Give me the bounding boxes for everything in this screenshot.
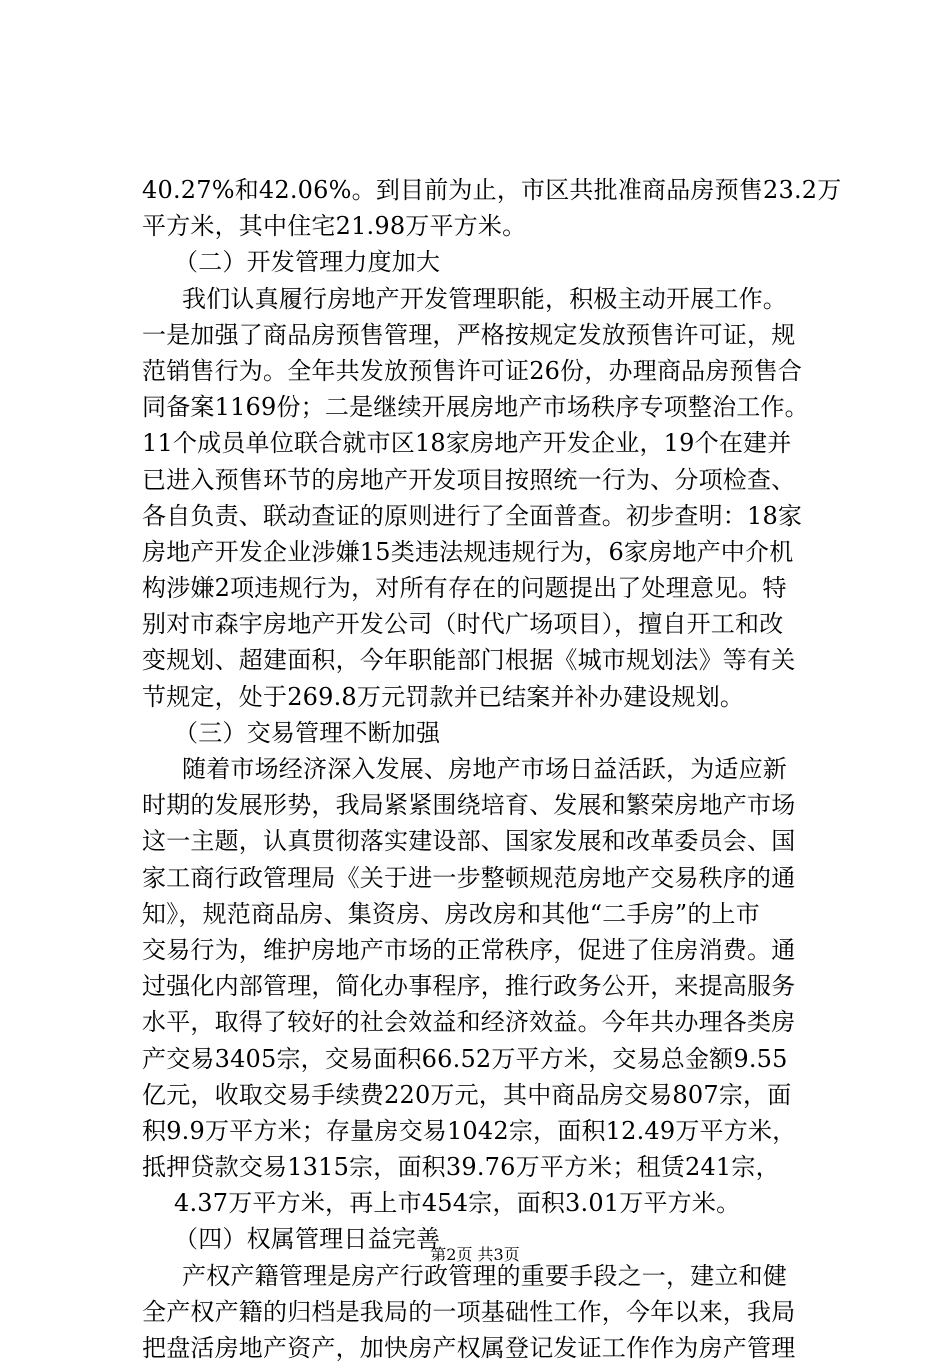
text-line: 产交易3405宗，交易面积66.52万平方米，交易总金额9.55 <box>142 1044 788 1073</box>
text-line: 知》，规范商品房、集资房、房改房和其他“二手房”的上市 <box>142 899 760 928</box>
text-line: 时期的发展形势，我局紧紧围绕培育、发展和繁荣房地产市场 <box>142 791 796 820</box>
body-text <box>142 172 842 1366</box>
text-line: 积9.9万平方米；存量房交易1042宗，面积12.49万平方米， <box>142 1116 797 1145</box>
text-line: 平方米，其中住宅21.98万平方米。 <box>142 212 527 241</box>
text-line: 产权产籍管理是房产行政管理的重要手段之一，建立和健 <box>182 1261 787 1290</box>
text-line: 过强化内部管理，简化办事程序，推行政务公开，来提高服务 <box>142 972 796 1001</box>
text-line: 家工商行政管理局《关于进一步整顿规范房地产交易秩序的通 <box>142 863 796 892</box>
text-line: 交易行为，维护房地产市场的正常秩序，促进了住房消费。通 <box>142 935 796 964</box>
text-line: 范销售行为。全年共发放预售许可证26份，办理商品房预售合 <box>142 356 803 385</box>
text-line: 已进入预售环节的房地产开发项目按照统一行为、分项检查、 <box>142 465 796 494</box>
text-line: 抵押贷款交易1315宗，面积39.76万平方米；租赁241宗， <box>142 1153 780 1182</box>
text-line: 同备案1169份；二是继续开展房地产市场秩序专项整治工作。 <box>142 393 809 422</box>
text-line: 水平，取得了较好的社会效益和经济效益。今年共办理各类房 <box>142 1008 796 1037</box>
text-line: 我们认真履行房地产开发管理职能，积极主动开展工作。 <box>182 284 787 313</box>
section-heading: （三）交易管理不断加强 <box>174 718 441 747</box>
text-line: 一是加强了商品房预售管理，严格按规定发放预售许可证，规 <box>142 320 796 349</box>
text-line: 节规定，处于269.8万元罚款并已结案并补办建设规划。 <box>142 682 745 711</box>
section-heading: （四）权属管理日益完善 <box>174 1225 441 1254</box>
text-line: 房地产开发企业涉嫌15类违法规违规行为，6家房地产中介机 <box>142 537 794 566</box>
text-line: 各自负责、联动查证的原则进行了全面普查。初步查明：18家 <box>142 501 803 530</box>
page-number-footer: 第2页 共3页 <box>430 1245 520 1264</box>
text-line: 构涉嫌2项违规行为，对所有存在的问题提出了处理意见。特 <box>142 574 787 603</box>
section-heading: （二）开发管理力度加大 <box>174 248 441 277</box>
text-line: 全产权产籍的归档是我局的一项基础性工作，今年以来，我局 <box>142 1297 796 1326</box>
text-line: 把盘活房地产资产，加快房产权属登记发证工作作为房产管理 <box>142 1334 796 1362</box>
text-line: 随着市场经济深入发展、房地产市场日益活跃，为适应新 <box>182 755 787 783</box>
text-line: 别对市森宇房地产开发公司（时代广场项目），擅自开工和改 <box>142 610 784 639</box>
text-line: 11个成员单位联合就市区18家房地产开发企业，19个在建并 <box>142 429 792 458</box>
text-line: 这一主题，认真贯彻落实建设部、国家发展和改革委员会、国 <box>142 827 796 856</box>
text-line: 4.37万平方米，再上市454宗，面积3.01万平方米。 <box>174 1189 741 1218</box>
text-line: 变规划、超建面积，今年职能部门根据《城市规划法》等有关 <box>142 646 796 675</box>
text-line: 亿元，收取交易手续费220万元，其中商品房交易807宗，面 <box>142 1080 792 1109</box>
text-line: 40.27%和42.06%。到目前为止，市区共批准商品房预售23.2万 <box>142 176 842 204</box>
